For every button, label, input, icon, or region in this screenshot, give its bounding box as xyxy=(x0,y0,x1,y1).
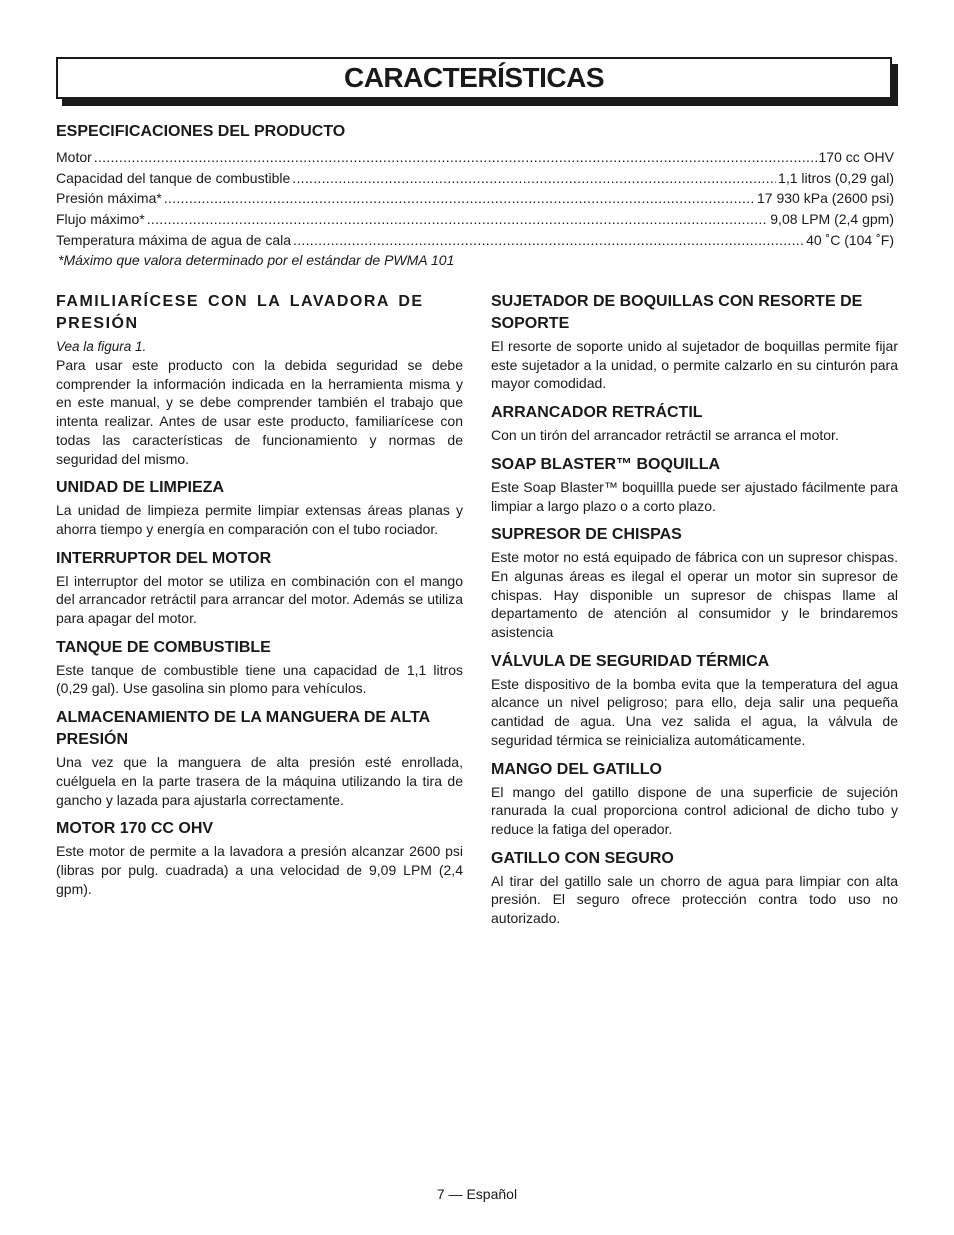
spec-row xyxy=(56,230,894,251)
dot-leader xyxy=(292,168,776,189)
section-body: Este tanque de combustible tiene una capacidad de 1,1 litros (0,29 gal). Use gasolina sin plomo para vehículos. xyxy=(56,661,463,697)
section-body: Este motor de permite a la lavadora a presión alcanzar 2600 psi (libras por pulg. cuadrada) a una velocidad de 9,09 LPM (2,4 gpm). xyxy=(56,843,463,897)
figure-reference: Vea la figura 1. xyxy=(56,339,147,354)
section-heading: MOTOR 170 CC OHV xyxy=(56,820,214,838)
specs-heading: ESPECIFICACIONES DEL PRODUCTO xyxy=(56,123,346,140)
section-heading: UNIDAD DE LIMPIEZA xyxy=(56,479,224,497)
section-body: Este motor no está equipado de fábrica con un supresor chispas. En algunas áreas es ilegal el operar un motor sin supresor de chispas. Hay disponible un supresor de chispas llame al departamento de atención al consumidor y le brindaremos asistencia xyxy=(491,549,898,641)
spec-label: Presión máxima* xyxy=(56,190,162,207)
spec-row xyxy=(56,147,894,168)
spec-value: 170 cc OHV xyxy=(818,149,894,165)
section-familiarize xyxy=(56,291,463,468)
section-body: El mango del gatillo dispone de una superficie de sujeción ranurada la cual proporciona control adicional de dicho tubo y reduce la fatiga del operador. xyxy=(491,783,898,837)
product-specifications xyxy=(56,123,894,270)
section-heading: GATILLO CON SEGURO xyxy=(491,849,674,867)
section-spark-arrestor xyxy=(491,524,898,642)
section-body: Al tirar del gatillo sale un chorro de agua para limpiar con alta presión. El seguro ofrece protección contra todo uso no autorizado. xyxy=(491,872,898,927)
section-thermal-valve xyxy=(491,651,898,750)
section-trigger-lock xyxy=(491,848,898,928)
page-title: CARACTERÍSTICAS xyxy=(343,62,605,93)
section-heading: SUJETADOR DE BOQUILLAS CON RESORTE DE SOPORTE xyxy=(491,293,863,332)
section-fuel-tank xyxy=(56,637,463,698)
spec-value: 9,08 LPM (2,4 gpm) xyxy=(770,211,894,228)
spec-label: Motor xyxy=(56,149,92,165)
section-engine xyxy=(56,818,463,898)
section-trigger-handle xyxy=(491,759,898,839)
page-footer: 7 — Español xyxy=(436,1186,518,1202)
section-heading: MANGO DEL GATILLO xyxy=(491,760,662,778)
specs-footnote: *Máximo que valora determinado por el estándar de PWMA 101 xyxy=(58,252,455,269)
right-column xyxy=(491,291,898,928)
dot-leader xyxy=(94,147,817,168)
section-nozzle-holder xyxy=(491,291,898,393)
section-heading: FAMILIARÍCESE CON LA LAVADORA DE PRESIÓN xyxy=(56,293,424,332)
section-engine-switch xyxy=(56,548,463,628)
section-body: El interruptor del motor se utiliza en combinación con el mango del arrancador retráctil para arrancar del motor. Además se utiliza para apagar del motor. xyxy=(56,572,463,627)
section-heading: ALMACENAMIENTO DE LA MANGUERA DE ALTA PRESIÓN xyxy=(56,709,430,749)
spec-row xyxy=(56,188,894,209)
dot-leader xyxy=(147,209,769,230)
section-body: Este Soap Blaster™ boquillla puede ser ajustado fácilmente para limpiar a largo plazo o a corto plazo. xyxy=(491,478,898,514)
section-heading: VÁLVULA DE SEGURIDAD TÉRMICA xyxy=(491,652,770,670)
section-heading: SOAP BLASTER™ BOQUILLA xyxy=(491,455,721,473)
section-body: Una vez que la manguera de alta presión esté enrollada, cuélguela en la parte trasera de la máquina utilizando la tira de gancho y lazada para ajustarla correctamente. xyxy=(56,754,463,808)
spec-value: 1,1 litros (0,29 gal) xyxy=(778,169,894,186)
section-body: Con un tirón del arrancador retráctil se arranca el motor. xyxy=(491,427,839,444)
section-body: La unidad de limpieza permite limpiar extensas áreas planas y ahorra tiempo y energía en comparación con el tubo rociador. xyxy=(56,502,463,537)
section-recoil-starter xyxy=(491,402,898,445)
section-cleaning-unit xyxy=(56,477,463,538)
section-body: Para usar este producto con la debida seguridad se debe comprender la información indicada en la herramienta misma y en este manual, y se debe comprender también el trabajo que intenta realizar. Antes de usar este producto, familiarícese con todas las características de funcionamiento y normas de seguridad del mismo. xyxy=(56,357,463,467)
section-heading: TANQUE DE COMBUSTIBLE xyxy=(56,638,271,656)
dot-leader xyxy=(293,230,804,251)
section-body: Este dispositivo de la bomba evita que la temperatura del agua alcance un nivel peligroso; para ello, deja salir una pequeña cantidad de agua. Una vez salida el agua, la válvula de seguridad térmica se reinicializa automáticamente. xyxy=(491,675,898,748)
spec-label: Capacidad del tanque de combustible xyxy=(56,169,291,186)
left-column xyxy=(56,291,463,898)
section-body: El resorte de soporte unido al sujetador de boquillas permite fijar este sujetador a la unidad, o permite calzarlo en su cinturón para mayor comodidad. xyxy=(491,338,898,392)
spec-value: 17 930 kPa (2600 psi) xyxy=(757,190,894,207)
section-heading: SUPRESOR DE CHISPAS xyxy=(491,526,682,544)
spec-value: 40 ˚C (104 ˚F) xyxy=(806,231,894,248)
spec-label: Flujo máximo* xyxy=(56,211,145,228)
dot-leader xyxy=(164,188,755,209)
section-heading: INTERRUPTOR DEL MOTOR xyxy=(56,549,272,567)
section-hose-storage xyxy=(56,707,463,809)
section-heading: ARRANCADOR RETRÁCTIL xyxy=(491,404,703,422)
spec-label: Temperatura máxima de agua de cala xyxy=(56,231,292,248)
spec-row xyxy=(56,209,894,230)
section-soap-blaster xyxy=(491,454,898,515)
title-banner xyxy=(56,57,892,99)
spec-row xyxy=(56,168,894,189)
